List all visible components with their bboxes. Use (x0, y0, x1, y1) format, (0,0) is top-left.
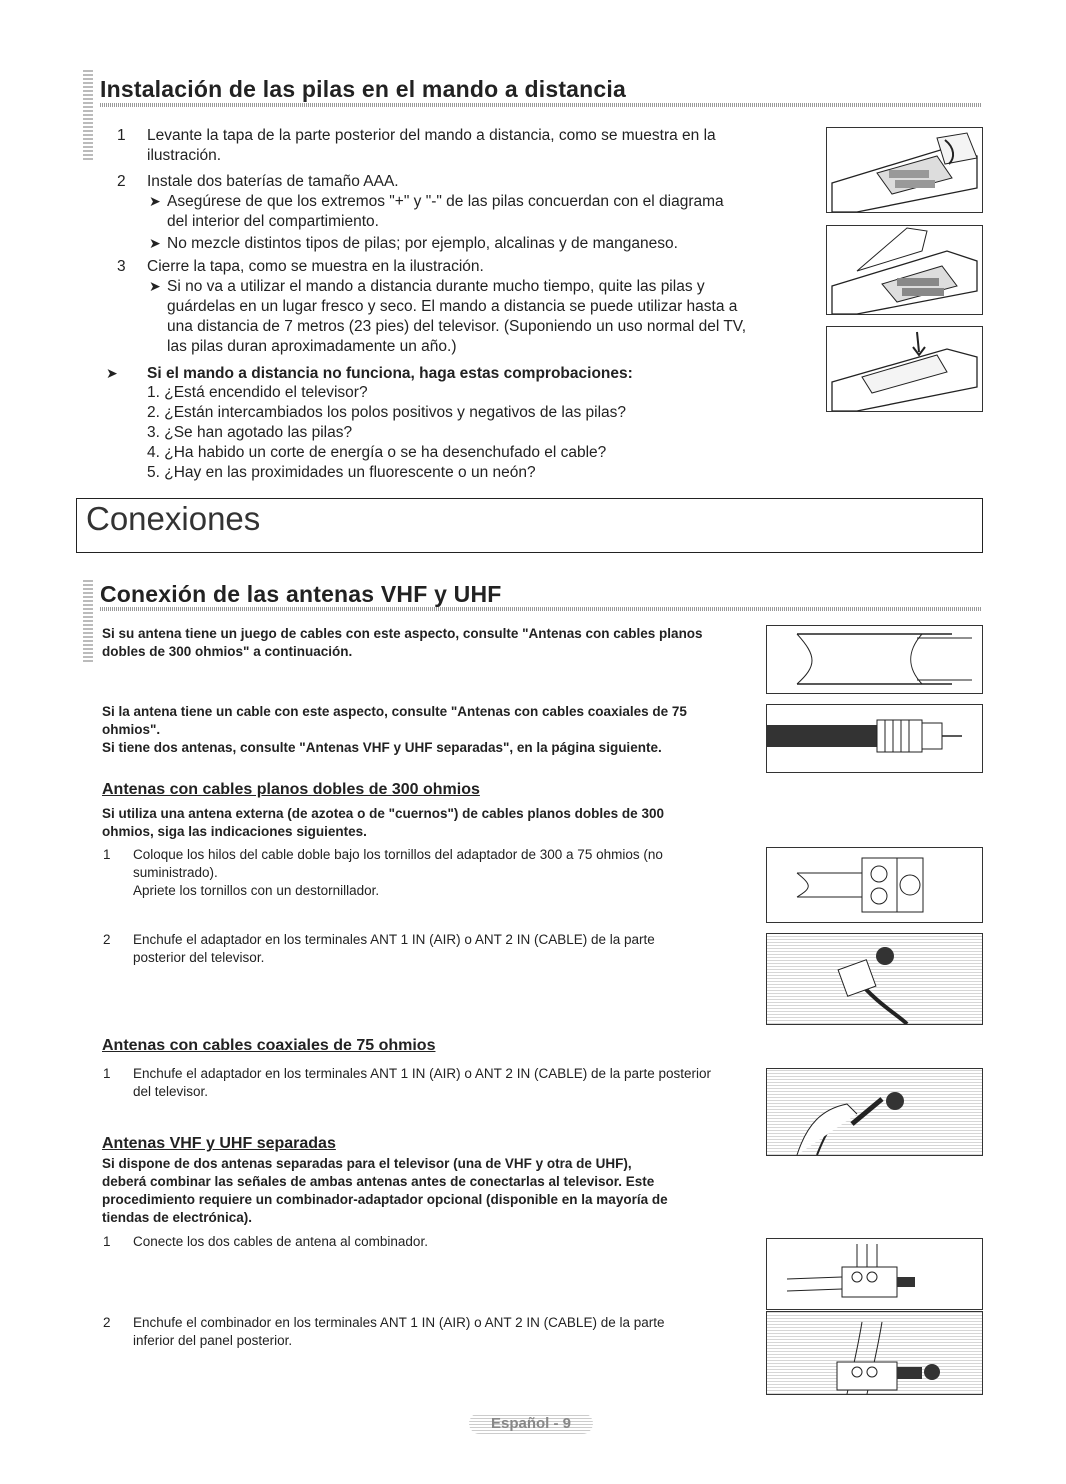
step-text: Levante la tapa de la parte posterior del mando a distancia, como se muestra en la (147, 127, 716, 144)
step-text: posterior del televisor. (133, 950, 265, 965)
step-number: 1 (117, 127, 126, 144)
subsection-intro: tiendas de electrónica). (102, 1210, 253, 1225)
adapter-plug-in-illustration (766, 933, 983, 1025)
step-number: 1 (103, 847, 111, 862)
check-item: 5. ¿Hay en las proximidades un fluorescente o un neón? (147, 464, 536, 481)
section-marker (83, 578, 93, 662)
note-text: las pilas duran aproximadamente un año.) (167, 338, 457, 355)
step-number: 3 (117, 258, 126, 275)
step-text: ilustración. (147, 147, 222, 164)
check-heading: Si el mando a distancia no funciona, haga estas comprobaciones: (147, 365, 633, 382)
step-text: Apriete los tornillos con un destornillador. (133, 883, 380, 898)
step-number: 1 (103, 1066, 111, 1081)
note-text: Si no va a utilizar el mando a distancia durante mucho tiempo, quite las pilas y (167, 278, 705, 295)
subsection-intro: Si utiliza una antena externa (de azotea o de "cuernos") de cables planos dobles de 300 (102, 806, 664, 821)
step-number: 2 (103, 932, 111, 947)
step-number: 1 (103, 1234, 111, 1249)
step-text: inferior del panel posterior. (133, 1333, 293, 1348)
step-text: Coloque los hilos del cable doble bajo los tornillos del adaptador de 300 a 75 ohmios (no (133, 847, 663, 862)
check-item: 4. ¿Ha habido un corte de energía o se ha desenchufado el cable? (147, 444, 607, 461)
intro-text: Si su antena tiene un juego de cables con este aspecto, consulte "Antenas con cables planos (102, 626, 703, 641)
note-arrow-icon: ➤ (149, 193, 161, 209)
intro-text: dobles de 300 ohmios" a continuación. (102, 644, 353, 659)
remote-close-cover-illustration (826, 326, 983, 412)
check-item: 1. ¿Está encendido el televisor? (147, 384, 368, 401)
coaxial-cable-illustration (766, 704, 983, 773)
coax-plug-in-illustration (766, 1068, 983, 1156)
note-arrow-icon: ➤ (149, 235, 161, 251)
combiner-plug-in-illustration (766, 1311, 983, 1395)
step-text: suministrado). (133, 865, 218, 880)
note-text: guárdelas en un lugar fresco y seco. El mando a distancia se puede utilizar hasta a (167, 298, 738, 315)
combiner-illustration (766, 1238, 983, 1310)
check-item: 2. ¿Están intercambiados los polos positivos y negativos de las pilas? (147, 404, 627, 421)
subsection-title-coax: Antenas con cables coaxiales de 75 ohmios (102, 1037, 436, 1054)
step-text: Enchufe el adaptador en los terminales ANT 1 IN (AIR) o ANT 2 IN (CABLE) de la parte posterior (133, 1066, 712, 1081)
step-text: Conecte los dos cables de antena al combinador. (133, 1234, 428, 1249)
step-text: Enchufe el combinador en los terminales ANT 1 IN (AIR) o ANT 2 IN (CABLE) de la parte (133, 1315, 665, 1330)
remote-insert-batteries-illustration (826, 225, 983, 315)
flat-twin-lead-cable-illustration (766, 625, 983, 694)
intro-text: ohmios". (102, 722, 161, 737)
subsection-intro: ohmios, siga las indicaciones siguientes. (102, 824, 367, 839)
chapter-title: Conexiones (86, 500, 261, 537)
section-marker (83, 70, 93, 160)
section-rule (100, 103, 982, 107)
section-rule (100, 607, 982, 611)
step-number: 2 (103, 1315, 111, 1330)
subsection-intro: procedimiento requiere un combinador-adaptador opcional (disponible en la mayoría de (102, 1192, 668, 1207)
step-text: del televisor. (133, 1084, 209, 1099)
section-title-battery: Instalación de las pilas en el mando a distancia (100, 76, 626, 102)
note-arrow-icon: ➤ (149, 278, 161, 294)
subsection-intro: deberá combinar las señales de ambas antenas antes de conectarlas al televisor. Este (102, 1174, 655, 1189)
note-text: una distancia de 7 metros (23 pies) del televisor. (Suponiendo un uso normal del TV, (167, 318, 747, 335)
note-text: Asegúrese de que los extremos "+" y "-" de las pilas concuerdan con el diagrama (167, 193, 724, 210)
note-arrow-icon: ➤ (106, 365, 118, 381)
note-text: del interior del compartimiento. (167, 213, 379, 230)
intro-text: Si tiene dos antenas, consulte "Antenas VHF y UHF separadas", en la página siguiente. (102, 740, 662, 755)
step-text: Enchufe el adaptador en los terminales ANT 1 IN (AIR) o ANT 2 IN (CABLE) de la parte (133, 932, 655, 947)
step-text: Cierre la tapa, como se muestra en la ilustración. (147, 258, 484, 275)
intro-text: Si la antena tiene un cable con este aspecto, consulte "Antenas con cables coaxiales de 75 (102, 704, 687, 719)
page-number-badge: Español - 9 (469, 1413, 593, 1434)
step-text: Instale dos baterías de tamaño AAA. (147, 173, 399, 190)
section-title-antenna: Conexión de las antenas VHF y UHF (100, 581, 502, 607)
subsection-title-separate: Antenas VHF y UHF separadas (102, 1135, 336, 1152)
subsection-intro: Si dispone de dos antenas separadas para el televisor (una de VHF y otra de UHF), (102, 1156, 632, 1171)
remote-open-cover-illustration (826, 127, 983, 213)
check-item: 3. ¿Se han agotado las pilas? (147, 424, 353, 441)
adapter-screws-illustration (766, 847, 983, 923)
step-number: 2 (117, 173, 126, 190)
note-text: No mezcle distintos tipos de pilas; por ejemplo, alcalinas y de manganeso. (167, 235, 678, 252)
subsection-title-flat: Antenas con cables planos dobles de 300 ohmios (102, 781, 480, 798)
